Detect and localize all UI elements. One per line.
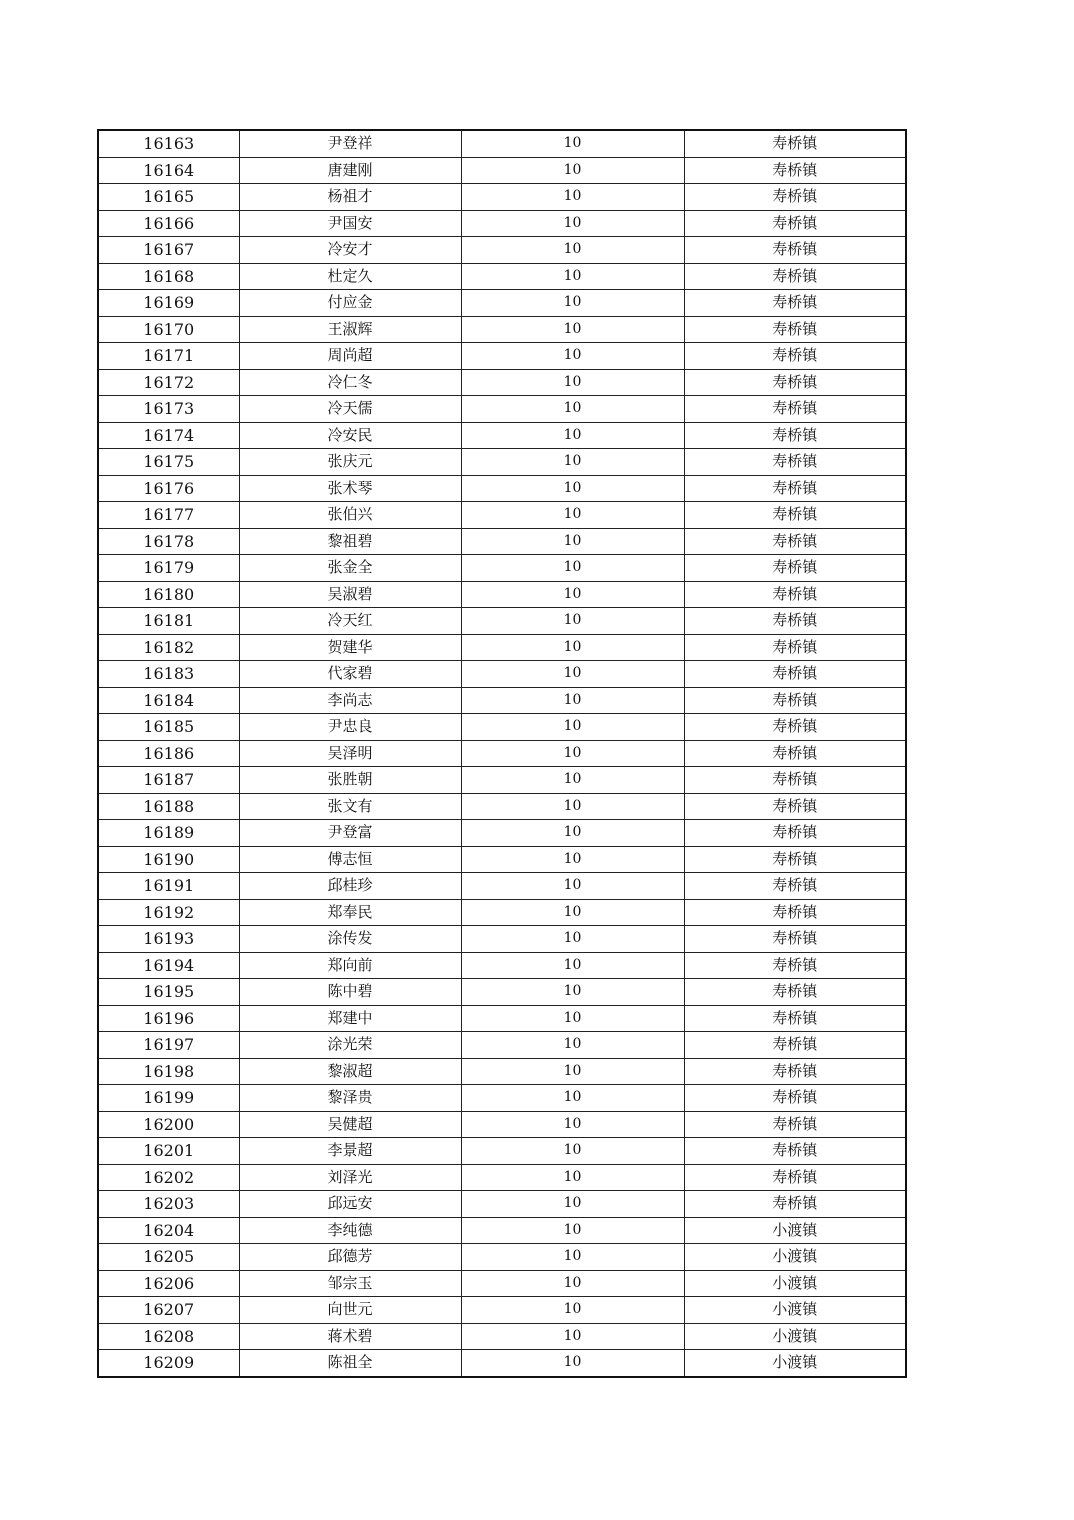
amount-cell: 10: [461, 846, 684, 873]
name-cell: 吴泽明: [239, 740, 461, 767]
amount-cell: 10: [461, 369, 684, 396]
amount-cell: 10: [461, 1138, 684, 1165]
town-cell: 寿桥镇: [684, 926, 906, 953]
town-cell: 寿桥镇: [684, 130, 906, 157]
table-row: [98, 210, 906, 237]
row-number-cell: 16165: [98, 184, 239, 211]
town-cell: 寿桥镇: [684, 343, 906, 370]
name-cell: 冷安才: [239, 237, 461, 264]
town-cell: 寿桥镇: [684, 899, 906, 926]
amount-cell: 10: [461, 449, 684, 476]
name-cell: 代家碧: [239, 661, 461, 688]
table-row: [98, 952, 906, 979]
town-cell: 寿桥镇: [684, 184, 906, 211]
amount-cell: 10: [461, 979, 684, 1006]
town-cell: 寿桥镇: [684, 1164, 906, 1191]
table-row: [98, 475, 906, 502]
name-cell: 张金全: [239, 555, 461, 582]
table-row: [98, 130, 906, 157]
row-number-cell: 16195: [98, 979, 239, 1006]
row-number-cell: 16193: [98, 926, 239, 953]
table-row: [98, 555, 906, 582]
name-cell: 吴健超: [239, 1111, 461, 1138]
town-cell: 寿桥镇: [684, 767, 906, 794]
roster-table: [97, 129, 907, 1378]
row-number-cell: 16168: [98, 263, 239, 290]
town-cell: 寿桥镇: [684, 316, 906, 343]
table-row: [98, 1323, 906, 1350]
row-number-cell: 16208: [98, 1323, 239, 1350]
town-cell: 寿桥镇: [684, 820, 906, 847]
row-number-cell: 16197: [98, 1032, 239, 1059]
town-cell: 寿桥镇: [684, 422, 906, 449]
name-cell: 黎泽贵: [239, 1085, 461, 1112]
amount-cell: 10: [461, 184, 684, 211]
row-number-cell: 16164: [98, 157, 239, 184]
name-cell: 黎祖碧: [239, 528, 461, 555]
amount-cell: 10: [461, 130, 684, 157]
amount-cell: 10: [461, 714, 684, 741]
row-number-cell: 16205: [98, 1244, 239, 1271]
row-number-cell: 16198: [98, 1058, 239, 1085]
row-number-cell: 16207: [98, 1297, 239, 1324]
table-row: [98, 1138, 906, 1165]
name-cell: 陈中碧: [239, 979, 461, 1006]
row-number-cell: 16175: [98, 449, 239, 476]
town-cell: 寿桥镇: [684, 528, 906, 555]
amount-cell: 10: [461, 555, 684, 582]
name-cell: 冷天红: [239, 608, 461, 635]
town-cell: 寿桥镇: [684, 1005, 906, 1032]
table-row: [98, 979, 906, 1006]
town-cell: 寿桥镇: [684, 502, 906, 529]
name-cell: 尹登富: [239, 820, 461, 847]
amount-cell: 10: [461, 237, 684, 264]
name-cell: 李景超: [239, 1138, 461, 1165]
table-row: [98, 714, 906, 741]
town-cell: 寿桥镇: [684, 369, 906, 396]
table-row: [98, 528, 906, 555]
amount-cell: 10: [461, 899, 684, 926]
amount-cell: 10: [461, 952, 684, 979]
row-number-cell: 16202: [98, 1164, 239, 1191]
amount-cell: 10: [461, 793, 684, 820]
table-row: [98, 1032, 906, 1059]
town-cell: 寿桥镇: [684, 687, 906, 714]
name-cell: 冷安民: [239, 422, 461, 449]
name-cell: 尹忠良: [239, 714, 461, 741]
town-cell: 寿桥镇: [684, 1085, 906, 1112]
amount-cell: 10: [461, 1164, 684, 1191]
row-number-cell: 16190: [98, 846, 239, 873]
town-cell: 小渡镇: [684, 1323, 906, 1350]
row-number-cell: 16209: [98, 1350, 239, 1377]
amount-cell: 10: [461, 687, 684, 714]
row-number-cell: 16163: [98, 130, 239, 157]
name-cell: 李纯德: [239, 1217, 461, 1244]
town-cell: 寿桥镇: [684, 846, 906, 873]
name-cell: 付应金: [239, 290, 461, 317]
row-number-cell: 16191: [98, 873, 239, 900]
town-cell: 寿桥镇: [684, 714, 906, 741]
row-number-cell: 16177: [98, 502, 239, 529]
town-cell: 寿桥镇: [684, 1111, 906, 1138]
name-cell: 张文有: [239, 793, 461, 820]
name-cell: 郑奉民: [239, 899, 461, 926]
name-cell: 张胜朝: [239, 767, 461, 794]
row-number-cell: 16183: [98, 661, 239, 688]
town-cell: 寿桥镇: [684, 608, 906, 635]
row-number-cell: 16200: [98, 1111, 239, 1138]
name-cell: 冷仁冬: [239, 369, 461, 396]
amount-cell: 10: [461, 316, 684, 343]
row-number-cell: 16204: [98, 1217, 239, 1244]
row-number-cell: 16169: [98, 290, 239, 317]
name-cell: 黎淑超: [239, 1058, 461, 1085]
town-cell: 寿桥镇: [684, 555, 906, 582]
town-cell: 小渡镇: [684, 1297, 906, 1324]
name-cell: 傅志恒: [239, 846, 461, 873]
town-cell: 寿桥镇: [684, 210, 906, 237]
amount-cell: 10: [461, 1005, 684, 1032]
table-row: [98, 237, 906, 264]
town-cell: 寿桥镇: [684, 1191, 906, 1218]
amount-cell: 10: [461, 1297, 684, 1324]
name-cell: 杨祖才: [239, 184, 461, 211]
name-cell: 贺建华: [239, 634, 461, 661]
amount-cell: 10: [461, 1244, 684, 1271]
table-row: [98, 740, 906, 767]
row-number-cell: 16173: [98, 396, 239, 423]
table-row: [98, 502, 906, 529]
name-cell: 李尚志: [239, 687, 461, 714]
row-number-cell: 16196: [98, 1005, 239, 1032]
table-row: [98, 926, 906, 953]
table-row: [98, 422, 906, 449]
row-number-cell: 16192: [98, 899, 239, 926]
town-cell: 寿桥镇: [684, 449, 906, 476]
table-row: [98, 846, 906, 873]
amount-cell: 10: [461, 396, 684, 423]
name-cell: 邱远安: [239, 1191, 461, 1218]
name-cell: 刘泽光: [239, 1164, 461, 1191]
name-cell: 王淑辉: [239, 316, 461, 343]
amount-cell: 10: [461, 581, 684, 608]
table-row: [98, 661, 906, 688]
town-cell: 小渡镇: [684, 1217, 906, 1244]
table-row: [98, 1111, 906, 1138]
town-cell: 寿桥镇: [684, 979, 906, 1006]
town-cell: 寿桥镇: [684, 290, 906, 317]
table-row: [98, 449, 906, 476]
table-row: [98, 608, 906, 635]
name-cell: 郑向前: [239, 952, 461, 979]
row-number-cell: 16188: [98, 793, 239, 820]
amount-cell: 10: [461, 661, 684, 688]
row-number-cell: 16170: [98, 316, 239, 343]
name-cell: 向世元: [239, 1297, 461, 1324]
row-number-cell: 16176: [98, 475, 239, 502]
row-number-cell: 16203: [98, 1191, 239, 1218]
name-cell: 冷天儒: [239, 396, 461, 423]
name-cell: 邱德芳: [239, 1244, 461, 1271]
table-row: [98, 899, 906, 926]
amount-cell: 10: [461, 926, 684, 953]
amount-cell: 10: [461, 528, 684, 555]
town-cell: 寿桥镇: [684, 740, 906, 767]
name-cell: 尹国安: [239, 210, 461, 237]
amount-cell: 10: [461, 1270, 684, 1297]
name-cell: 郑建中: [239, 1005, 461, 1032]
town-cell: 寿桥镇: [684, 157, 906, 184]
name-cell: 蒋术碧: [239, 1323, 461, 1350]
row-number-cell: 16199: [98, 1085, 239, 1112]
amount-cell: 10: [461, 343, 684, 370]
name-cell: 张庆元: [239, 449, 461, 476]
name-cell: 唐建刚: [239, 157, 461, 184]
row-number-cell: 16172: [98, 369, 239, 396]
table-row: [98, 263, 906, 290]
amount-cell: 10: [461, 475, 684, 502]
name-cell: 吴淑碧: [239, 581, 461, 608]
table-row: [98, 1270, 906, 1297]
town-cell: 小渡镇: [684, 1244, 906, 1271]
amount-cell: 10: [461, 263, 684, 290]
table-row: [98, 396, 906, 423]
town-cell: 寿桥镇: [684, 793, 906, 820]
table-row: [98, 1164, 906, 1191]
row-number-cell: 16186: [98, 740, 239, 767]
row-number-cell: 16194: [98, 952, 239, 979]
table-row: [98, 767, 906, 794]
amount-cell: 10: [461, 1191, 684, 1218]
town-cell: 寿桥镇: [684, 952, 906, 979]
amount-cell: 10: [461, 1058, 684, 1085]
town-cell: 小渡镇: [684, 1270, 906, 1297]
row-number-cell: 16166: [98, 210, 239, 237]
table-row: [98, 1297, 906, 1324]
amount-cell: 10: [461, 1323, 684, 1350]
amount-cell: 10: [461, 422, 684, 449]
amount-cell: 10: [461, 210, 684, 237]
town-cell: 寿桥镇: [684, 263, 906, 290]
table-row: [98, 793, 906, 820]
name-cell: 邱桂珍: [239, 873, 461, 900]
table-row: [98, 157, 906, 184]
table-row: [98, 634, 906, 661]
table-row: [98, 290, 906, 317]
row-number-cell: 16182: [98, 634, 239, 661]
name-cell: 张伯兴: [239, 502, 461, 529]
amount-cell: 10: [461, 290, 684, 317]
amount-cell: 10: [461, 608, 684, 635]
town-cell: 寿桥镇: [684, 475, 906, 502]
row-number-cell: 16187: [98, 767, 239, 794]
amount-cell: 10: [461, 767, 684, 794]
table-row: [98, 316, 906, 343]
table-row: [98, 343, 906, 370]
table-row: [98, 687, 906, 714]
town-cell: 寿桥镇: [684, 634, 906, 661]
row-number-cell: 16171: [98, 343, 239, 370]
table-row: [98, 873, 906, 900]
table-row: [98, 1085, 906, 1112]
amount-cell: 10: [461, 502, 684, 529]
name-cell: 涂光荣: [239, 1032, 461, 1059]
table-row: [98, 184, 906, 211]
row-number-cell: 16185: [98, 714, 239, 741]
town-cell: 寿桥镇: [684, 237, 906, 264]
row-number-cell: 16189: [98, 820, 239, 847]
amount-cell: 10: [461, 740, 684, 767]
row-number-cell: 16184: [98, 687, 239, 714]
table-row: [98, 1005, 906, 1032]
table-row: [98, 1058, 906, 1085]
amount-cell: 10: [461, 820, 684, 847]
amount-cell: 10: [461, 873, 684, 900]
town-cell: 寿桥镇: [684, 1032, 906, 1059]
table-row: [98, 581, 906, 608]
town-cell: 寿桥镇: [684, 873, 906, 900]
row-number-cell: 16180: [98, 581, 239, 608]
row-number-cell: 16201: [98, 1138, 239, 1165]
row-number-cell: 16179: [98, 555, 239, 582]
amount-cell: 10: [461, 1350, 684, 1377]
amount-cell: 10: [461, 157, 684, 184]
name-cell: 邹宗玉: [239, 1270, 461, 1297]
town-cell: 寿桥镇: [684, 396, 906, 423]
name-cell: 陈祖全: [239, 1350, 461, 1377]
town-cell: 寿桥镇: [684, 581, 906, 608]
name-cell: 涂传发: [239, 926, 461, 953]
table-row: [98, 1217, 906, 1244]
row-number-cell: 16167: [98, 237, 239, 264]
row-number-cell: 16181: [98, 608, 239, 635]
table-row: [98, 369, 906, 396]
roster-table-body: [98, 130, 906, 1377]
row-number-cell: 16178: [98, 528, 239, 555]
amount-cell: 10: [461, 1085, 684, 1112]
amount-cell: 10: [461, 1111, 684, 1138]
amount-cell: 10: [461, 1032, 684, 1059]
name-cell: 周尚超: [239, 343, 461, 370]
table-row: [98, 820, 906, 847]
town-cell: 寿桥镇: [684, 1058, 906, 1085]
table-row: [98, 1350, 906, 1377]
town-cell: 寿桥镇: [684, 1138, 906, 1165]
name-cell: 尹登祥: [239, 130, 461, 157]
amount-cell: 10: [461, 634, 684, 661]
table-row: [98, 1244, 906, 1271]
town-cell: 寿桥镇: [684, 661, 906, 688]
row-number-cell: 16174: [98, 422, 239, 449]
row-number-cell: 16206: [98, 1270, 239, 1297]
name-cell: 杜定久: [239, 263, 461, 290]
table-row: [98, 1191, 906, 1218]
town-cell: 小渡镇: [684, 1350, 906, 1377]
amount-cell: 10: [461, 1217, 684, 1244]
name-cell: 张术琴: [239, 475, 461, 502]
